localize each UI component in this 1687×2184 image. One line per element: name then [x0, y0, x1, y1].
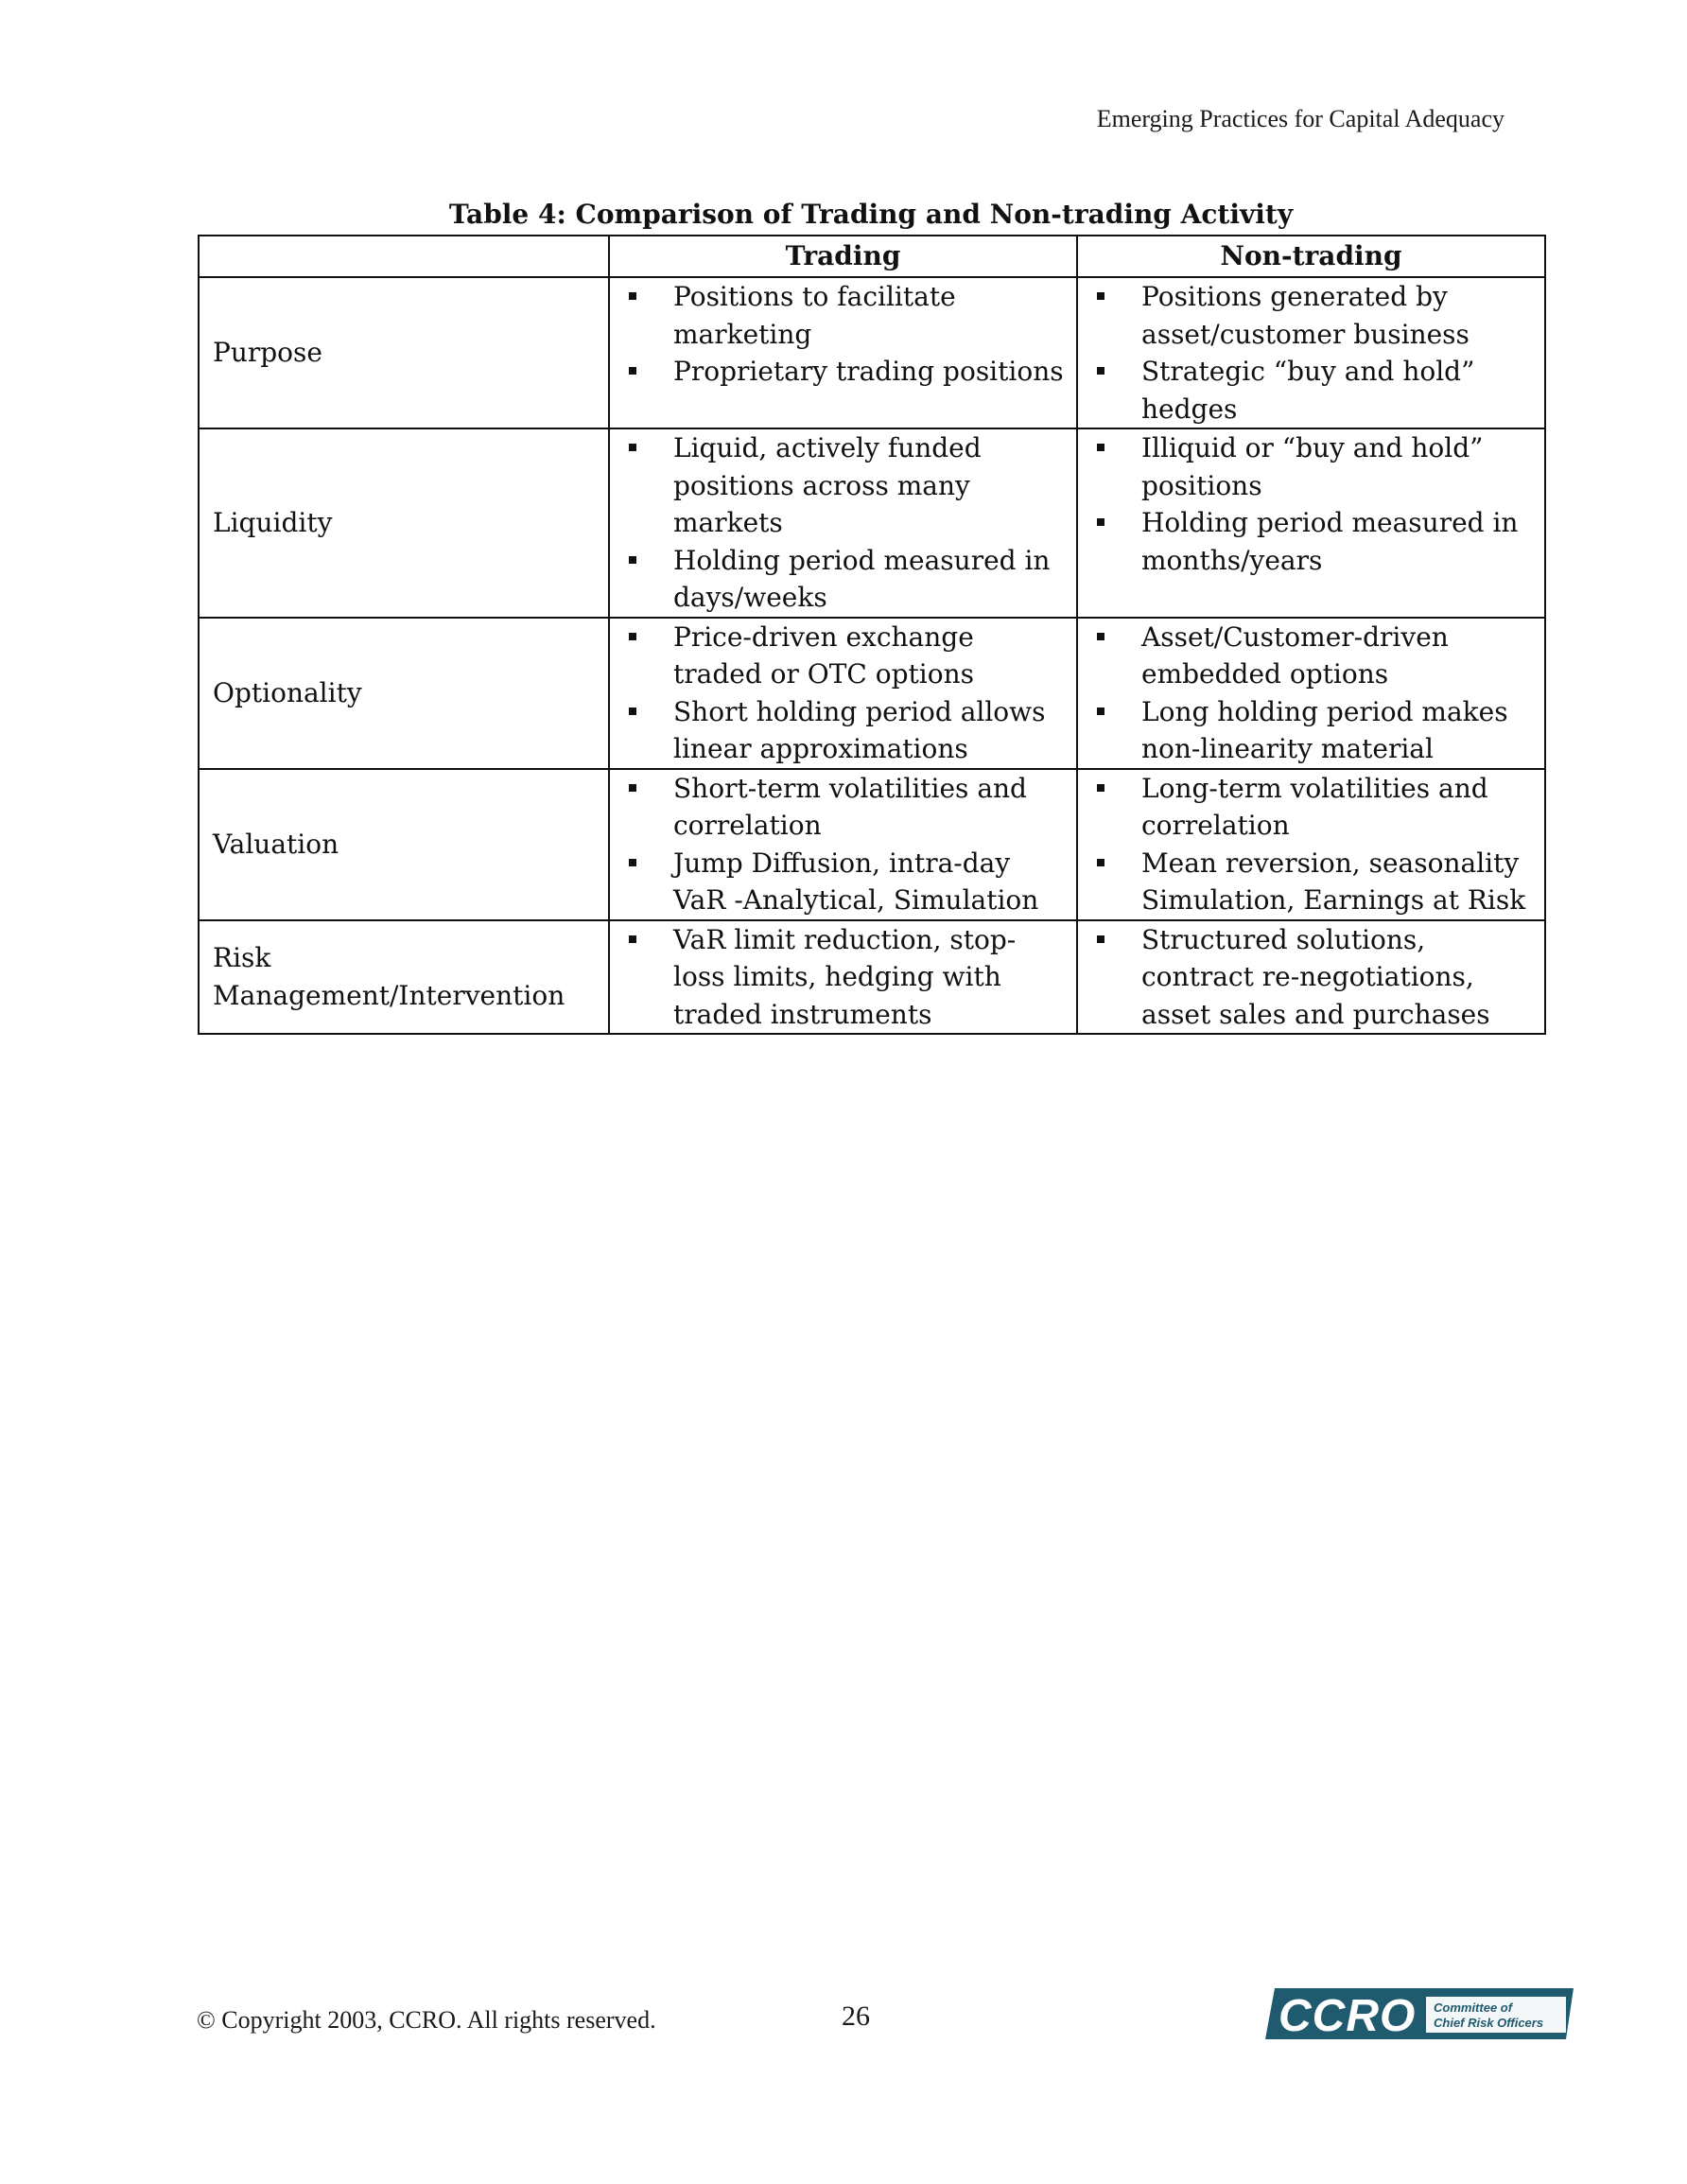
column-header-trading: Trading: [609, 236, 1077, 277]
row-label-liquidity: Liquidity: [199, 428, 609, 618]
table-caption: Table 4: Comparison of Trading and Non-trading Activity: [448, 199, 1294, 230]
table-row: [199, 428, 1545, 618]
list-item: VaR limit reduction, stop-loss limits, hedging with traded instruments: [610, 921, 1076, 1034]
list-item: Price-driven exchange traded or OTC options: [610, 619, 1076, 693]
ccro-logo: [1265, 1988, 1574, 2039]
trading-cell: [609, 920, 1077, 1035]
footer-copyright: © Copyright 2003, CCRO. All rights reserved.: [197, 2006, 656, 2034]
table-row: [199, 920, 1545, 1035]
list-item: Strategic “buy and hold” hedges: [1078, 353, 1544, 428]
running-header: Emerging Practices for Capital Adequacy: [1096, 105, 1504, 132]
trading-cell: [609, 428, 1077, 618]
list-item: Structured solutions, contract re-negotiations, asset sales and purchases: [1078, 921, 1544, 1034]
non-trading-cell: [1077, 277, 1545, 428]
list-item: Short-term volatilities and correlation: [610, 770, 1076, 845]
list-item: Long holding period makes non-linearity material: [1078, 693, 1544, 768]
logo-tagline-line1: Committee of: [1434, 2001, 1513, 2015]
row-label-purpose: Purpose: [199, 277, 609, 428]
page-number: 26: [842, 2001, 870, 2032]
list-item: Positions generated by asset/customer business: [1078, 278, 1544, 353]
table-row: [199, 277, 1545, 428]
list-item: Mean reversion, seasonality Simulation, Earnings at Risk: [1078, 845, 1544, 919]
list-item: Proprietary trading positions: [610, 353, 1076, 391]
logo-tagline-line2: Chief Risk Officers: [1434, 2016, 1544, 2030]
list-item: Long-term volatilities and correlation: [1078, 770, 1544, 845]
list-item: Holding period measured in months/years: [1078, 504, 1544, 579]
non-trading-cell: [1077, 920, 1545, 1035]
row-label-risk-management: Risk Management/Intervention: [199, 920, 609, 1035]
table-row: [199, 618, 1545, 769]
row-label-optionality: Optionality: [199, 618, 609, 769]
list-item: Liquid, actively funded positions across many markets: [610, 429, 1076, 542]
non-trading-cell: [1077, 769, 1545, 920]
list-item: Asset/Customer-driven embedded options: [1078, 619, 1544, 693]
logo-wordmark: CCRO: [1278, 1991, 1417, 2039]
list-item: Jump Diffusion, intra-day VaR -Analytical, Simulation: [610, 845, 1076, 919]
trading-cell: [609, 618, 1077, 769]
list-item: Positions to facilitate marketing: [610, 278, 1076, 353]
trading-cell: [609, 277, 1077, 428]
column-header-blank: [199, 236, 609, 277]
list-item: Illiquid or “buy and hold” positions: [1078, 429, 1544, 504]
table-row: [199, 769, 1545, 920]
comparison-table: [198, 235, 1546, 1035]
non-trading-cell: [1077, 618, 1545, 769]
column-header-non-trading: Non-trading: [1077, 236, 1545, 277]
list-item: Short holding period allows linear approximations: [610, 693, 1076, 768]
list-item: Holding period measured in days/weeks: [610, 542, 1076, 617]
table-header-row: [199, 236, 1545, 277]
trading-cell: [609, 769, 1077, 920]
row-label-valuation: Valuation: [199, 769, 609, 920]
non-trading-cell: [1077, 428, 1545, 618]
